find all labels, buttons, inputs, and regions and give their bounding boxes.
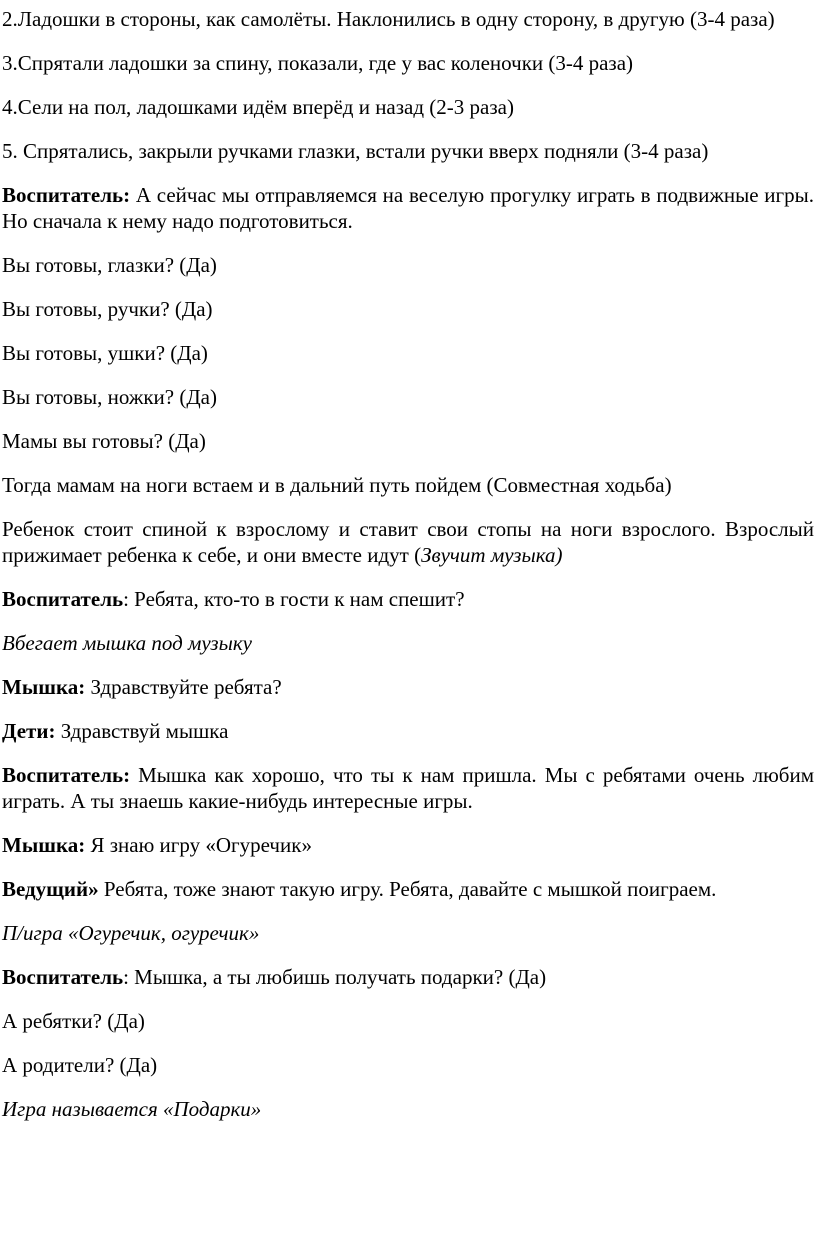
speaker-label: Мышка:	[2, 675, 86, 699]
paragraph-children-hello	[2, 718, 814, 744]
text: 5. Спрятались, закрыли ручками глазки, встали ручки вверх подняли (3-4 раза)	[2, 139, 709, 163]
italic-text: Звучит музыка)	[421, 543, 563, 567]
paragraph-parents	[2, 1052, 814, 1078]
text: Ребята, тоже знают такую игру. Ребята, давайте с мышкой поиграем.	[98, 877, 717, 901]
paragraph-teacher-gifts	[2, 964, 814, 990]
text: Игра называется «Подарки»	[2, 1097, 262, 1121]
paragraph-mouse-hello	[2, 674, 814, 700]
text: Тогда мамам на ноги встаем и в дальний путь пойдем (Совместная ходьба)	[2, 473, 672, 497]
speaker-label: Дети:	[2, 719, 56, 743]
text: А родители? (Да)	[2, 1053, 158, 1077]
text: Мышка как хорошо, что ты к нам пришла. Мы с ребятами очень любим играть. А ты знаешь какие-нибудь интересные игры.	[2, 763, 814, 813]
text: Вы готовы, ушки? (Да)	[2, 341, 208, 365]
paragraph-teacher-intro	[2, 182, 814, 234]
speaker-label: Мышка:	[2, 833, 86, 857]
paragraph-gifts-game	[2, 1096, 814, 1122]
paragraph-game-title	[2, 920, 814, 946]
text: Мамы вы готовы? (Да)	[2, 429, 206, 453]
text: А сейчас мы отправляемся на веселую прогулку играть в подвижные игры. Но сначала к нему надо подготовиться.	[2, 183, 814, 233]
paragraph-walk	[2, 472, 814, 498]
paragraph-ears	[2, 340, 814, 366]
paragraph-exercise-2	[2, 6, 814, 32]
paragraph-exercise-4	[2, 94, 814, 120]
speaker-label: Воспитатель	[2, 965, 124, 989]
paragraph-exercise-5	[2, 138, 814, 164]
text: Вы готовы, ручки? (Да)	[2, 297, 213, 321]
paragraph-moms	[2, 428, 814, 454]
text: 2.Ладошки в стороны, как самолёты. Наклонились в одну сторону, в другую (3-4 раза)	[2, 7, 775, 31]
text: Вбегает мышка под музыку	[2, 631, 252, 655]
text: А ребятки? (Да)	[2, 1009, 145, 1033]
text: Здравствуйте ребята?	[85, 675, 282, 699]
paragraph-teacher-welcome	[2, 762, 814, 814]
speaker-label: Воспитатель:	[2, 183, 131, 207]
speaker-label: Воспитатель:	[2, 763, 131, 787]
text: П/игра «Огуречик, огуречик»	[2, 921, 260, 945]
paragraph-mouse-game	[2, 832, 814, 858]
text: Ребенок стоит спиной к взрослому и ставит свои стопы на ноги взрослого. Взрослый прижимает ребенка к себе, и они вместе идут (	[2, 517, 814, 567]
paragraph-hands	[2, 296, 814, 322]
text: Здравствуй мышка	[55, 719, 229, 743]
paragraph-kids	[2, 1008, 814, 1034]
speaker-label: Ведущий»	[2, 877, 99, 901]
paragraph-walk-description	[2, 516, 814, 568]
text: Вы готовы, глазки? (Да)	[2, 253, 217, 277]
paragraph-legs	[2, 384, 814, 410]
paragraph-host	[2, 876, 814, 902]
paragraph-teacher-guest	[2, 586, 814, 612]
paragraph-exercise-3	[2, 50, 814, 76]
paragraph-mouse-enters	[2, 630, 814, 656]
text: 4.Сели на пол, ладошками идём вперёд и назад (2-3 раза)	[2, 95, 514, 119]
text: Я знаю игру «Огуречик»	[85, 833, 312, 857]
text: : Ребята, кто-то в гости к нам спешит?	[123, 587, 465, 611]
paragraph-eyes	[2, 252, 814, 278]
text: : Мышка, а ты любишь получать подарки? (Да)	[123, 965, 547, 989]
text: Вы готовы, ножки? (Да)	[2, 385, 217, 409]
speaker-label: Воспитатель	[2, 587, 124, 611]
text: 3.Спрятали ладошки за спину, показали, где у вас коленочки (3-4 раза)	[2, 51, 634, 75]
